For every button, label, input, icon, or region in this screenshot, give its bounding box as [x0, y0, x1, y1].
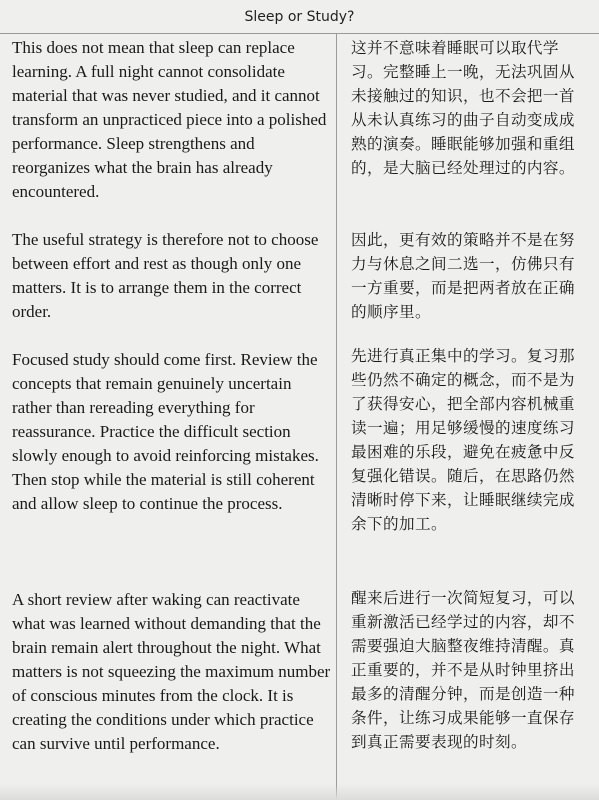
chinese-paragraph-2: 因此，更有效的策略并不是在努力与休息之间二选一，仿佛只有一方重要，而是把两者放在正确的顺序里。 [351, 231, 575, 321]
bottom-fade [0, 784, 599, 800]
chinese-paragraph-1: 这并不意味着睡眠可以取代学习。完整睡上一晚，无法巩固从未接触过的知识，也不会把一首从未认真练习的曲子自动变成成熟的演奏。睡眠能够加强和重组的，是大脑已经处理过的内容。 [351, 39, 575, 177]
english-paragraph-4: A short review after waking can reactivate what was learned without demanding that the brain remain alert throughout the night. What matters is not squeezing the maximum number of conscious minutes from the clock. It is creating the conditions under which practice can survive until performance. [12, 590, 331, 753]
english-paragraph-3: Focused study should come first. Review the concepts that remain genuinely uncertain rather than rereading everything for reassurance. Practice the difficult section slowly enough to avoid reinforcing mistakes. Then stop while the material is still coherent and allow sleep to continue the process. [12, 350, 319, 513]
column-divider [336, 33, 337, 800]
chinese-paragraph-4: 醒来后进行一次简短复习，可以重新激活已经学过的内容，却不需要强迫大脑整夜维持清醒。真正重要的，并不是从时钟里挤出最多的清醒分钟，而是创造一种条件，让练习成果能够一直保存到真正需要表现的时刻。 [351, 589, 575, 751]
page-header [0, 0, 599, 34]
english-paragraph-2: The useful strategy is therefore not to choose between effort and rest as though only one matters. It is to arrange them in the correct order. [12, 230, 319, 321]
english-paragraph-1: This does not mean that sleep can replace learning. A full night cannot consolidate material that was never studied, and it cannot transform an unpracticed piece into a polished performance. Sleep strengthens and reorganizes what the brain has already encountered. [12, 38, 327, 201]
page-title: Sleep or Study? [244, 8, 355, 25]
chinese-paragraph-3: 先进行真正集中的学习。复习那些仍然不确定的概念，而不是为了获得安心，把全部内容机械重读一遍；用足够缓慢的速度练习最困难的乐段，避免在疲惫中反复强化错误。随后，在思路仍然清晰时停下来，让睡眠继续完成余下的加工。 [351, 347, 575, 533]
